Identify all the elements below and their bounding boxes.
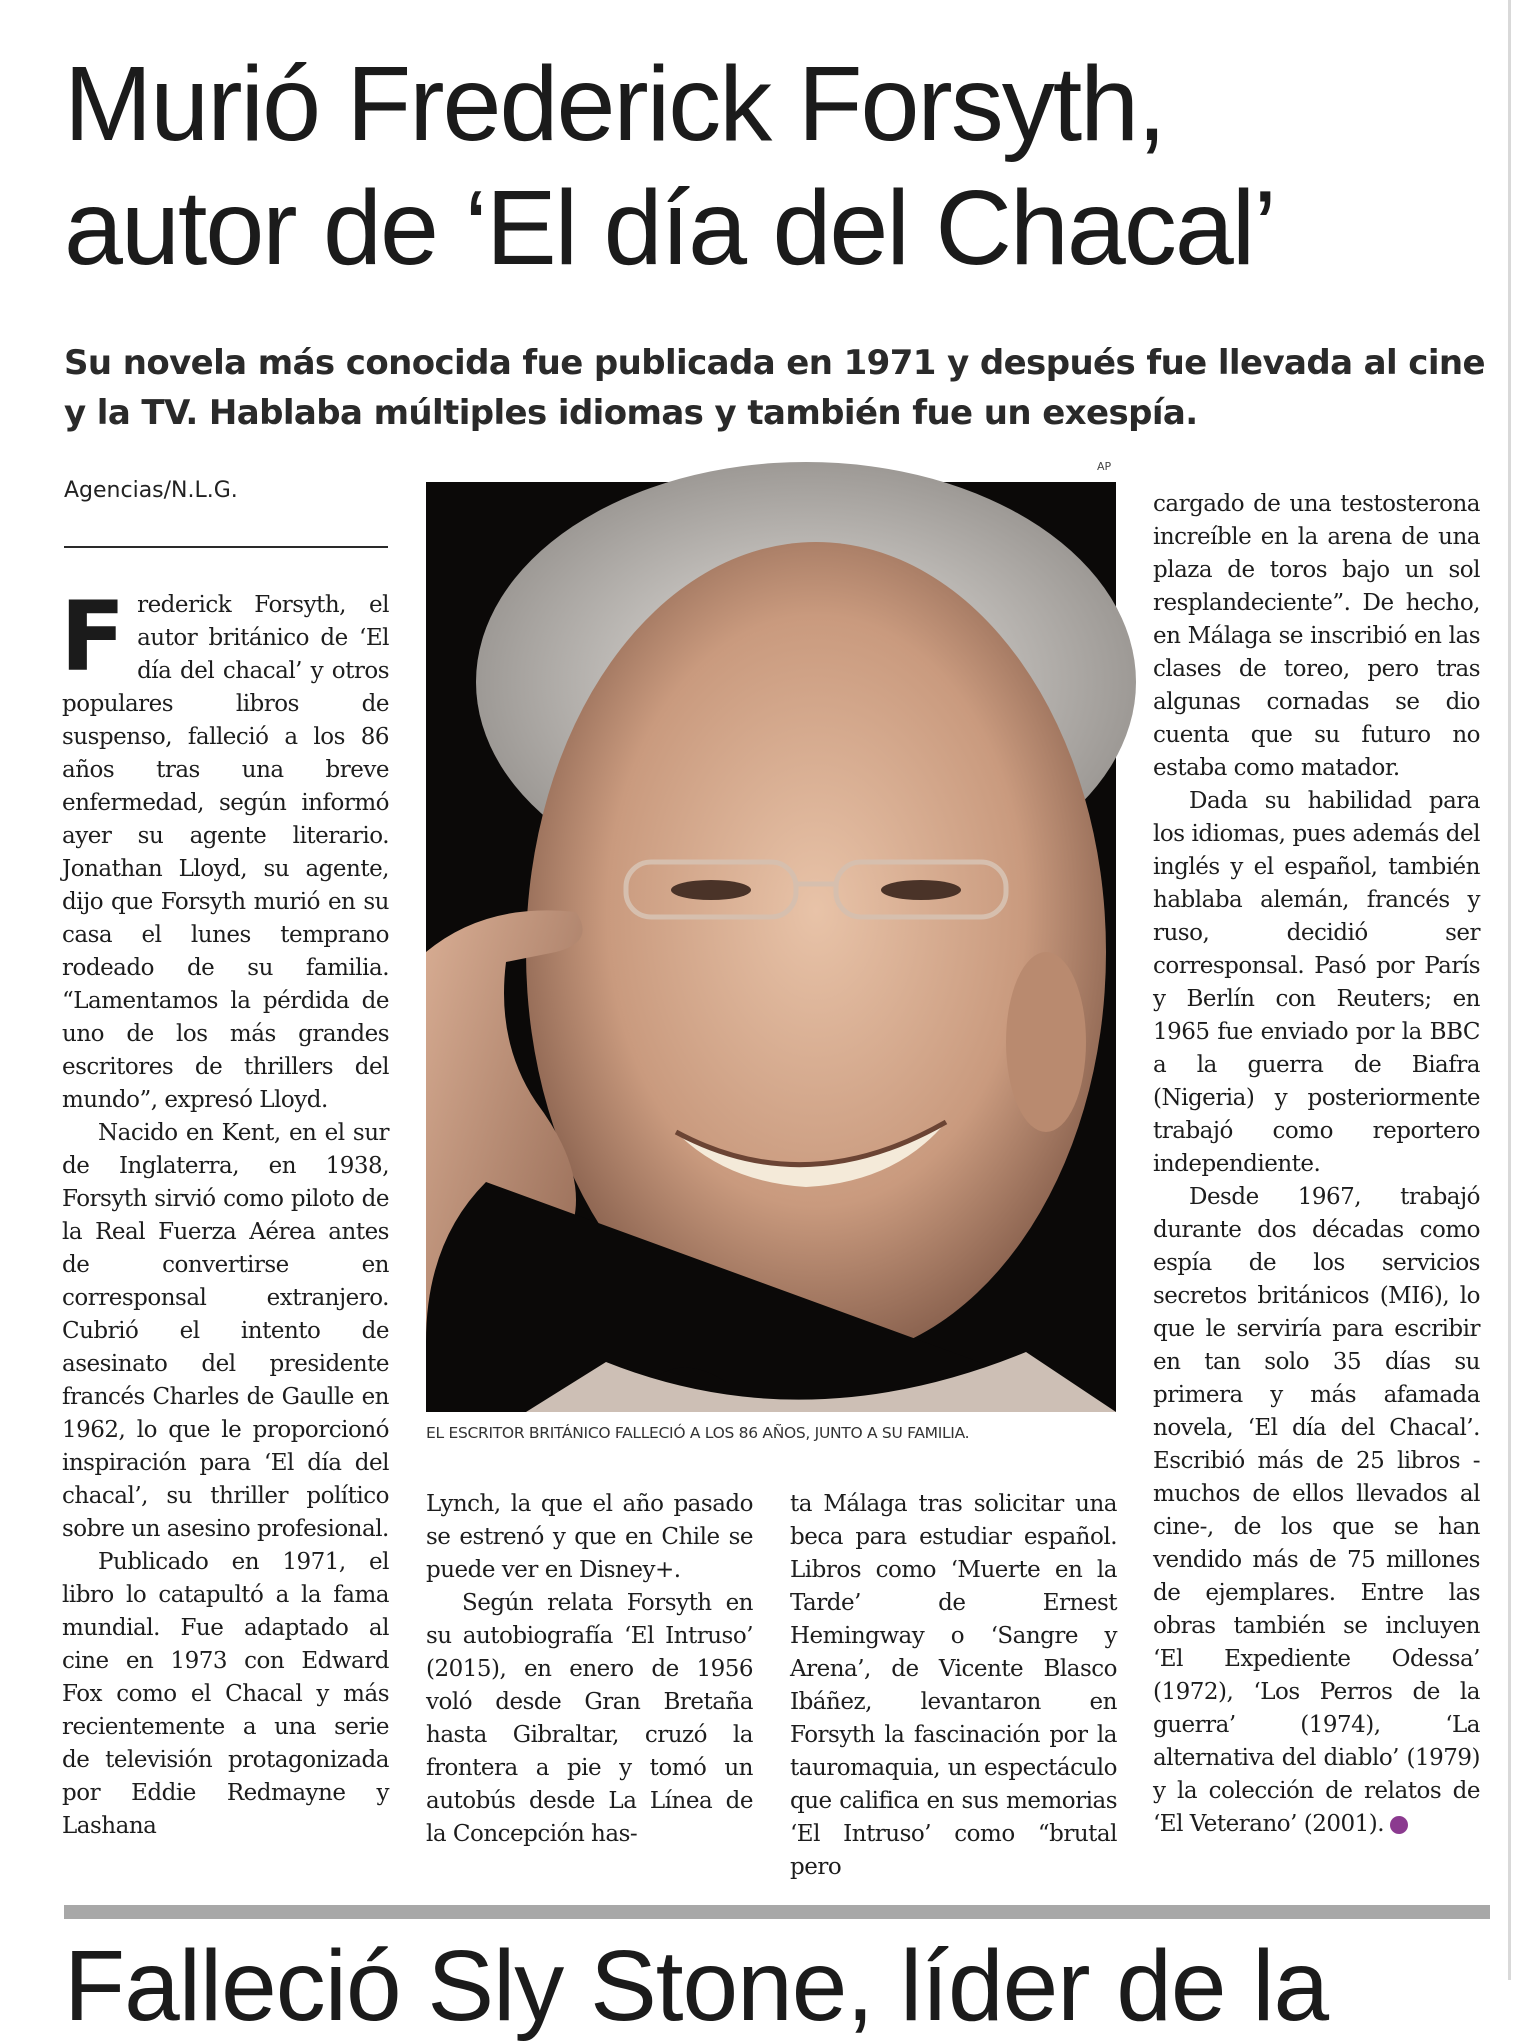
photo-credit: AP <box>1097 460 1112 473</box>
body-column-1 <box>60 581 389 1843</box>
subheadline-line-2: y la TV. Hablaba múltiples idiomas y también fue un exespía. <box>64 393 1198 433</box>
body-paragraph-5: Según relata Forsyth en su autobiografía ‘El Intruso’ (2015), en enero de 1956 voló desde Gran Bretaña hasta Gibraltar, cruzó la frontera a pie y tomó un autobús desde La Línea de la Concepción has- <box>426 1590 753 1847</box>
page-edge <box>1508 0 1511 1980</box>
body-paragraph-4: Lynch, la que el año pasado se estrenó y que en Chile se puede ver en Disney+. <box>426 1491 753 1583</box>
subheadline <box>64 338 1484 438</box>
photo-caption: EL ESCRITOR BRITÁNICO FALLECIÓ A LOS 86 AÑOS, JUNTO A SU FAMILIA. <box>426 1424 970 1442</box>
body-paragraph-2: Nacido en Kent, en el sur de Inglaterra, en 1938, Forsyth sirvió como piloto de la Real Fuerza Aérea antes de convertirse en corresponsal extranjero. Cubrió el intento de asesinato del presidente francés Charles de Gaulle en 1962, lo que le proporcionó inspiración para ‘El día del chacal’, su thriller político sobre un asesino profesional. <box>62 1120 389 1542</box>
headline <box>64 42 1484 290</box>
subheadline-line-1: Su novela más conocida fue publicada en 1971 y después fue llevada al cine <box>64 343 1485 383</box>
headline-line-1: Murió Frederick Forsyth, <box>64 45 1165 163</box>
byline: Agencias/N.L.G. <box>64 478 238 503</box>
headline-line-2: autor de ‘El día del Chacal’ <box>64 169 1275 287</box>
body-paragraph-7: cargado de una testosterona increíble en la arena de una plaza de toros bajo un sol resplandeciente”. De hecho, en Málaga se inscribió en las clases de toreo, pero tras algunas cornadas se dio cuenta que su futuro no estaba como matador. <box>1153 491 1480 781</box>
byline-divider <box>64 546 388 548</box>
drop-cap: F <box>60 581 126 693</box>
body-paragraph-1 <box>60 581 389 1117</box>
body-paragraph-8: Dada su habilidad para los idiomas, pues además del inglés y el español, también hablaba alemán, francés y ruso, decidió ser corresponsal. Pasó por París y Berlín con Reuters; en 1965 fue enviado por la BBC a la guerra de Biafra (Nigeria) y posteriormente trabajó como reportero independiente. <box>1153 788 1480 1177</box>
body-paragraph-9-text: Desde 1967, trabajó durante dos décadas como espía de los servicios secretos británicos (MI6), lo que le serviría para escribir en tan solo 35 días su primera y más afamada novela, ‘El día del Chacal’. Escribió más de 25 libros -muchos de ellos llevados al cine-, de los que se han vendido más de 75 millones de ejemplares. Entre las obras también se incluyen ‘El Expediente Odessa’ (1972), ‘Los Perros de la guerra’ (1974), ‘La alternativa del diablo’ (1979) y la colección de relatos de ‘El Veterano’ (2001). <box>1153 1184 1480 1837</box>
body-paragraph-3: Publicado en 1971, el libro lo catapultó a la fama mundial. Fue adaptado al cine en 1973 con Edward Fox como el Chacal y más recientemente a una serie de televisión protagonizada por Eddie Redmayne y Lashana <box>62 1549 389 1839</box>
body-column-2 <box>426 1488 753 1851</box>
body-column-3 <box>790 1488 1117 1884</box>
body-paragraph-1-text: rederick Forsyth, el autor británico de ‘El día del chacal’ y otros populares libros de suspenso, falleció a los 86 años tras una breve enfermedad, según informó ayer su agente literario. Jonathan Lloyd, su agente, dijo que Forsyth murió en su casa el lunes temprano rodeado de su familia. “Lamentamos la pérdida de uno de los más grandes escritores de thrillers del mundo”, expresó Lloyd. <box>62 592 389 1113</box>
section-divider <box>64 1905 1490 1919</box>
next-article-headline <box>64 1930 1484 2042</box>
body-paragraph-9 <box>1153 1181 1480 1841</box>
author-photo <box>426 482 1116 1412</box>
star-in-circle-icon: ✦ <box>1390 1816 1408 1834</box>
body-paragraph-6: ta Málaga tras solicitar una beca para estudiar español. Libros como ‘Muerte en la Tarde’ de Ernest Hemingway o ‘Sangre y Arena’, de Vicente Blasco Ibáñez, levantaron en Forsyth la fascinación por la tauromaquia, un espectáculo que califica en sus memorias ‘El Intruso’ como “brutal pero <box>790 1491 1117 1880</box>
next-article-headline-text: Falleció Sly Stone, líder de la <box>64 1930 1329 2042</box>
body-column-4 <box>1153 488 1480 1841</box>
